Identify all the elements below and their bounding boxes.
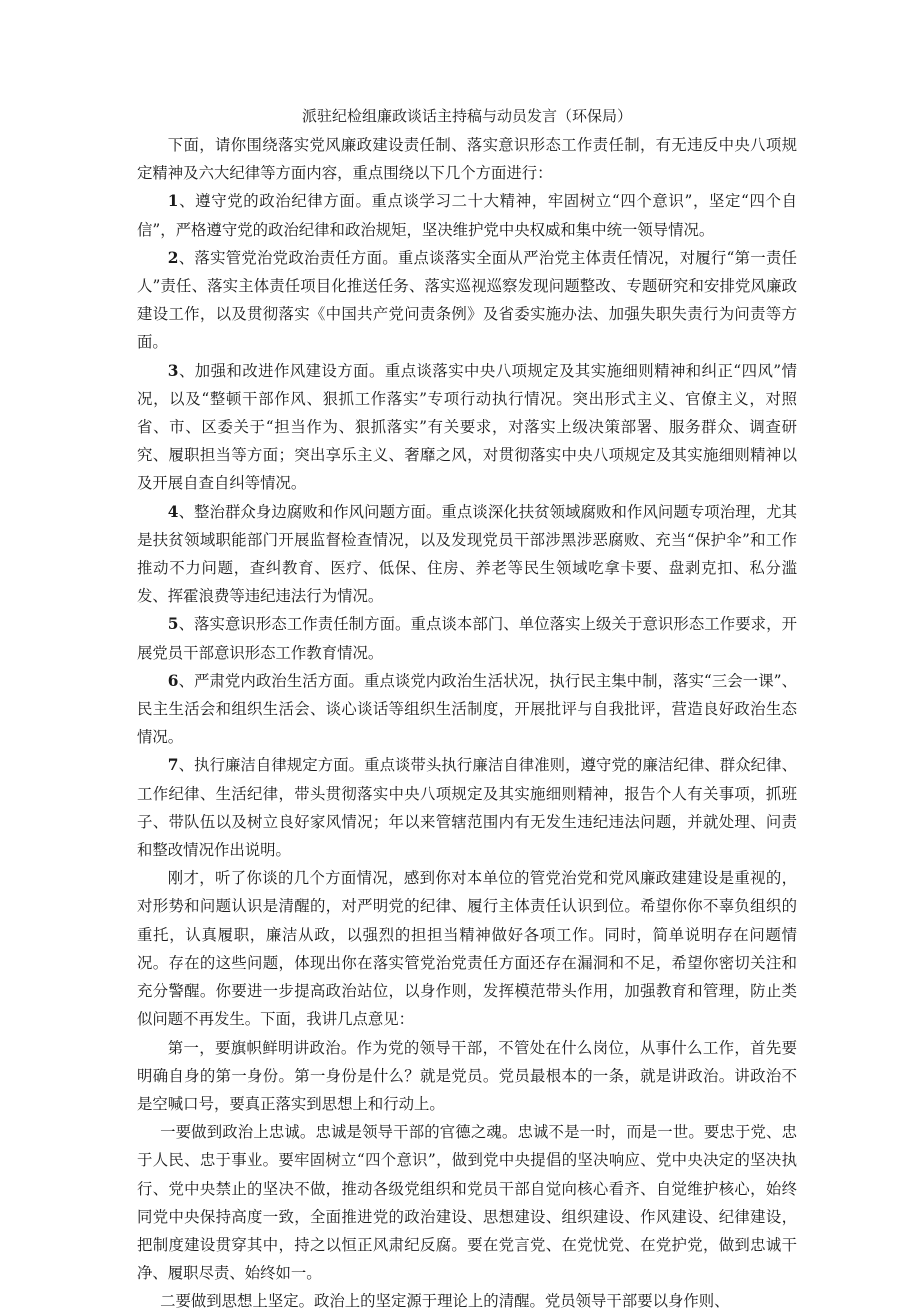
point-one-paragraph: 第一，要旗帜鲜明讲政治。作为党的领导干部，不管处在什么岗位，从事什么工作，首先要明确自身的第一身份。第一身份是什么？就是党员。党员最根本的一条，就是讲政治。讲政治不是空喊口号，要真正落实到思想上和行动上。: [137, 1038, 797, 1113]
item-text: 、加强和改进作风建设方面。重点谈落实中央八项规定及其实施细则精神和纠正“四风”情况，以及“整顿干部作风、狠抓工作落实”专项行动执行情况。突出形式主义、官僚主义，对照省、市、区委关于“担当作为、狠抓落实”有关要求，对落实上级决策部署、服务群众、调查研究、履职担当等方面；突出享乐主义、奢靡之风，对贯彻落实中央八项规定及其实施细则精神以及开展自查自纠等情况。: [137, 361, 797, 493]
item-number: 7: [167, 756, 179, 775]
item-number: 6: [167, 671, 179, 690]
document-page: [137, 104, 797, 1316]
item-number: 1: [167, 192, 179, 211]
item-text: 、落实管党治党政治责任方面。重点谈落实全面从严治党主体责任情况，对履行“第一责任人”责任、落实主体责任项目化推送任务、落实巡视巡察发现问题整改、专题研究和安排党风廉政建设工作，以及贯彻落实《中国共产党问责条例》及省委实施办法、加强失职失责行为问责等方面。: [137, 248, 797, 352]
document-title: 派驻纪检组廉政谈话主持稿与动员发言（环保局）: [301, 107, 632, 125]
item-5: [137, 610, 797, 666]
item-4: [137, 498, 797, 611]
item-number: 2: [167, 248, 179, 267]
item-number: 4: [167, 502, 179, 521]
item-3: [137, 357, 797, 498]
item-text: 、严肃党内政治生活方面。重点谈党内政治生活状况，执行民主集中制，落实“三会一课”、民主生活会和组织生活会、谈心谈话等组织生活制度，开展批评与自我批评，营造良好政治生态情况。: [137, 671, 797, 747]
item-2: [137, 244, 797, 357]
item-text: 、整治群众身边腐败和作风问题方面。重点谈深化扶贫领域腐败和作风问题专项治理，尤其是扶贫领域职能部门开展监督检查情况，以及发现党员干部涉黑涉恶腐败、充当“保护伞”和工作推动不力问题，查纠教育、医疗、低保、住房、养老等民生领域吃拿卡要、盘剥克扣、私分滥发、挥霍浪费等违纪违法行为情况。: [137, 502, 797, 606]
item-number: 5: [167, 615, 179, 634]
item-text: 、落实意识形态工作责任制方面。重点谈本部门、单位落实上级关于意识形态工作要求，开展党员干部意识形态工作教育情况。: [137, 615, 797, 662]
item-text: 、执行廉洁自律规定方面。重点谈带头执行廉洁自律准则，遵守党的廉洁纪律、群众纪律、工作纪律、生活纪律，带头贯彻落实中央八项规定及其实施细则精神，报告个人有关事项，抓班子、带队伍以及树立良好家风情况；年以来管辖范围内有无发生违纪违法问题，并就处理、问责和整改情况作出说明。: [137, 756, 797, 860]
item-text: 、遵守党的政治纪律方面。重点谈学习二十大精神，牢固树立“四个意识”，坚定“四个自信”，严格遵守党的政治纪律和政治规矩，坚决维护党中央权威和集中统一领导情况。: [137, 192, 797, 239]
item-7: [137, 751, 797, 864]
intro-paragraph: 下面，请你围绕落实党风廉政建设责任制、落实意识形态工作责任制，有无违反中央八项规定精神及六大纪律等方面内容，重点围绕以下几个方面进行：: [137, 136, 797, 183]
ideology-paragraph: 二要做到思想上坚定。政治上的坚定源于理论上的清醒。党员领导干部要以身作则、: [160, 1292, 730, 1311]
response-paragraph: 刚才，听了你谈的几个方面情况，感到你对本单位的管党治党和党风廉政建建设是重视的，对形势和问题认识是清醒的，对严明党的纪律、履行主体责任认识到位。希望你你不辜负组织的重托，认真履职，廉洁从政，以强烈的担担当精神做好各项工作。同时，简单说明存在问题情况。存在的这些问题，体现出你在落实管党治党责任方面还存在漏洞和不足，希望你密切关注和充分警醒。你要进一步提高政治站位，以身作则，发挥模范带头作用，加强教育和管理，防止类似问题不再发生。下面，我讲几点意见：: [137, 869, 797, 1029]
item-1: [137, 187, 797, 243]
item-number: 3: [167, 361, 179, 380]
loyalty-paragraph: 一要做到政治上忠诚。忠诚是领导干部的官德之魂。忠诚不是一时，而是一世。要忠于党、忠于人民、忠于事业。要牢固树立“四个意识”，做到党中央提倡的坚决响应、党中央决定的坚决执行、党中央禁止的坚决不做，推动各级党组织和党员干部自觉向核心看齐、自觉维护核心，始终同党中央保持高度一致，全面推进党的政治建设、思想建设、组织建设、作风建设、纪律建设，把制度建设贯穿其中，持之以恒正风肃纪反腐。要在党言党、在党忧党、在党护党，做到忠诚干净、履职尽责、始终如一。: [137, 1123, 797, 1283]
item-6: [137, 667, 797, 752]
